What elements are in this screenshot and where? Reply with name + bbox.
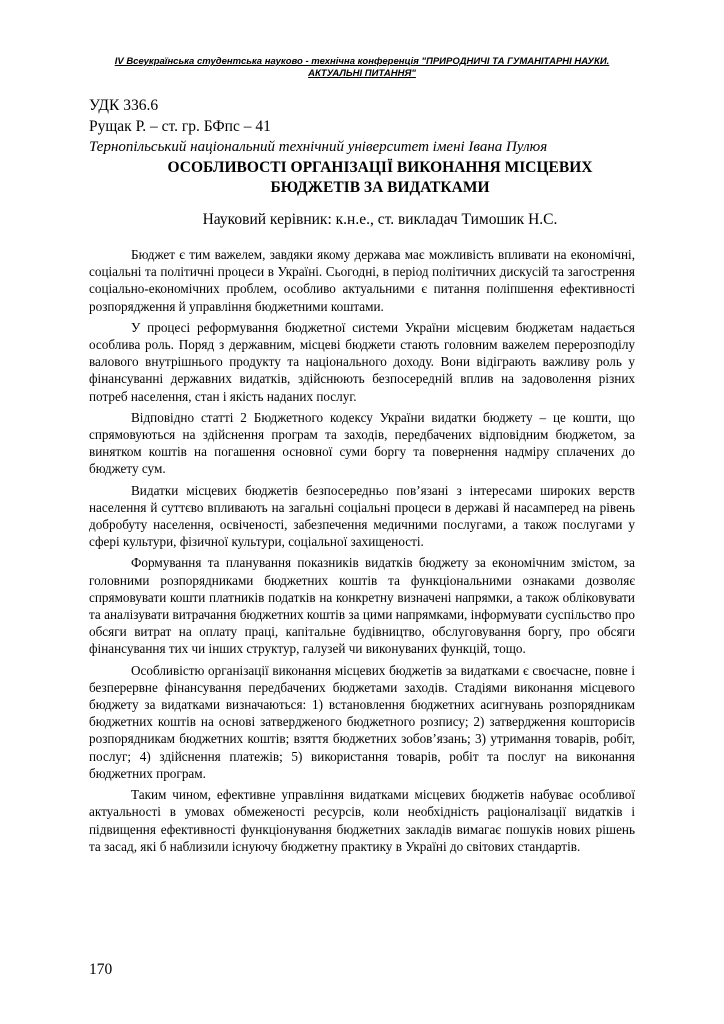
udk-code: УДК 336.6 [89, 97, 159, 114]
paragraph: Таким чином, ефективне управління видатками місцевих бюджетів набуває особливої актуальності в умовах обмеженості ресурсів, коли необхідність раціоналізації видатків і підвищення ефективності функціонування бюджетних закладів вимагає пошуків нових рішень та засад, які б наблизили існуючу бюджетну практику в Україні до світових стандартів. [89, 787, 635, 854]
paragraph: Відповідно статті 2 Бюджетного кодексу України видатки бюджету – це кошти, що спрямовуються на здійснення програм та заходів, передбачених відповідним бюджетом, за винятком коштів на погашення основної суми боргу та повернення надміру сплачених до бюджету сум. [89, 409, 635, 477]
scientific-advisor: Науковий керівник: к.н.е., ст. викладач Тимошик Н.С. [202, 211, 558, 228]
paragraph: Формування та планування показників видатків бюджету за економічним змістом, за головними розпорядниками бюджетних коштів та функціональними ознаками дозволяє спрямовувати кошти платників податків на конкретну визначені напрямки, а також обліковувати та аналізувати витрачання бюджетних коштів за цими напрямками, інформувати суспільство про обсяги витрат на оплату праці, капітальне будівництво, обслуговування боргу, про обсяги фінансування тих чи інших структур, галузей чи виконуваних функцій, тощо. [89, 555, 635, 657]
conference-header-line1: IV Всеукраїнська студентська науково - технічна конференція "ПРИРОДНИЧІ ТА ГУМАНІТАРНІ НАУКИ. [114, 56, 610, 67]
paragraph: Особливістю організації виконання місцевих бюджетів за видатками є своєчасне, повне і безперервне фінансування передбачених бюджетами заходів. Стадіями виконання місцевого бюджету за видатками визначаються: 1) встановлення бюджетних асигнувань розпорядникам бюджетних коштів на основі затвердженого бюджетного розпису; 2) затвердження кошторисів розпорядникам бюджетних коштів; взяття бюджетних зобов’язань; 3) утримання товарів, робіт, послуг; 4) здійснення платежів; 5) використання товарів, робіт та послуг на виконання бюджетних програм. [89, 662, 635, 781]
page-number: 170 [89, 961, 113, 978]
paper-title-line1: ОСОБЛИВОСТІ ОРГАНІЗАЦІЇ ВИКОНАННЯ МІСЦЕВИХ [167, 159, 593, 176]
article-body [89, 246, 635, 859]
paper-title-line2: БЮДЖЕТІВ ЗА ВИДАТКАМИ [270, 179, 490, 196]
conference-header-line2: АКТУАЛЬНІ ПИТАННЯ" [308, 68, 416, 79]
paragraph: Бюджет є тим важелем, завдяки якому держава має можливість впливати на економічні, соціальні та політичні процеси в Україні. Сьогодні, в період політичних дискусій та загострення соціально-економічних проблем, особливо актуальними є питання поліпшення ефективності розпорядження й управління бюджетними коштами. [89, 247, 635, 314]
university-name: Тернопільський національний технічний університет імені Івана Пулюя [89, 139, 548, 155]
conference-header [100, 56, 624, 80]
paragraph: У процесі реформування бюджетної системи України місцевим бюджетам надається особлива роль. Поряд з державним, місцеві бюджети стають головним важелем перерозподілу валового внутрішнього продукту та національного доходу. Вони відіграють важливу роль у фінансуванні державних видатків, здійснюють безпосередній вплив на задоволення різних потреб населення, стан і якість наданих послуг. [89, 319, 635, 404]
paper-title [100, 158, 660, 198]
author-line: Рущак Р. – ст. гр. БФпс – 41 [89, 118, 271, 135]
paragraph: Видатки місцевих бюджетів безпосередньо пов’язані з інтересами широких верств населення й суттєво впливають на загальні соціальні процеси в державі й насамперед на рівень добробуту населення, освіченості, забезпечення медичними послугами, а також послугами у сфері культури, фізичної культури, соціальної захищеності. [89, 482, 635, 550]
